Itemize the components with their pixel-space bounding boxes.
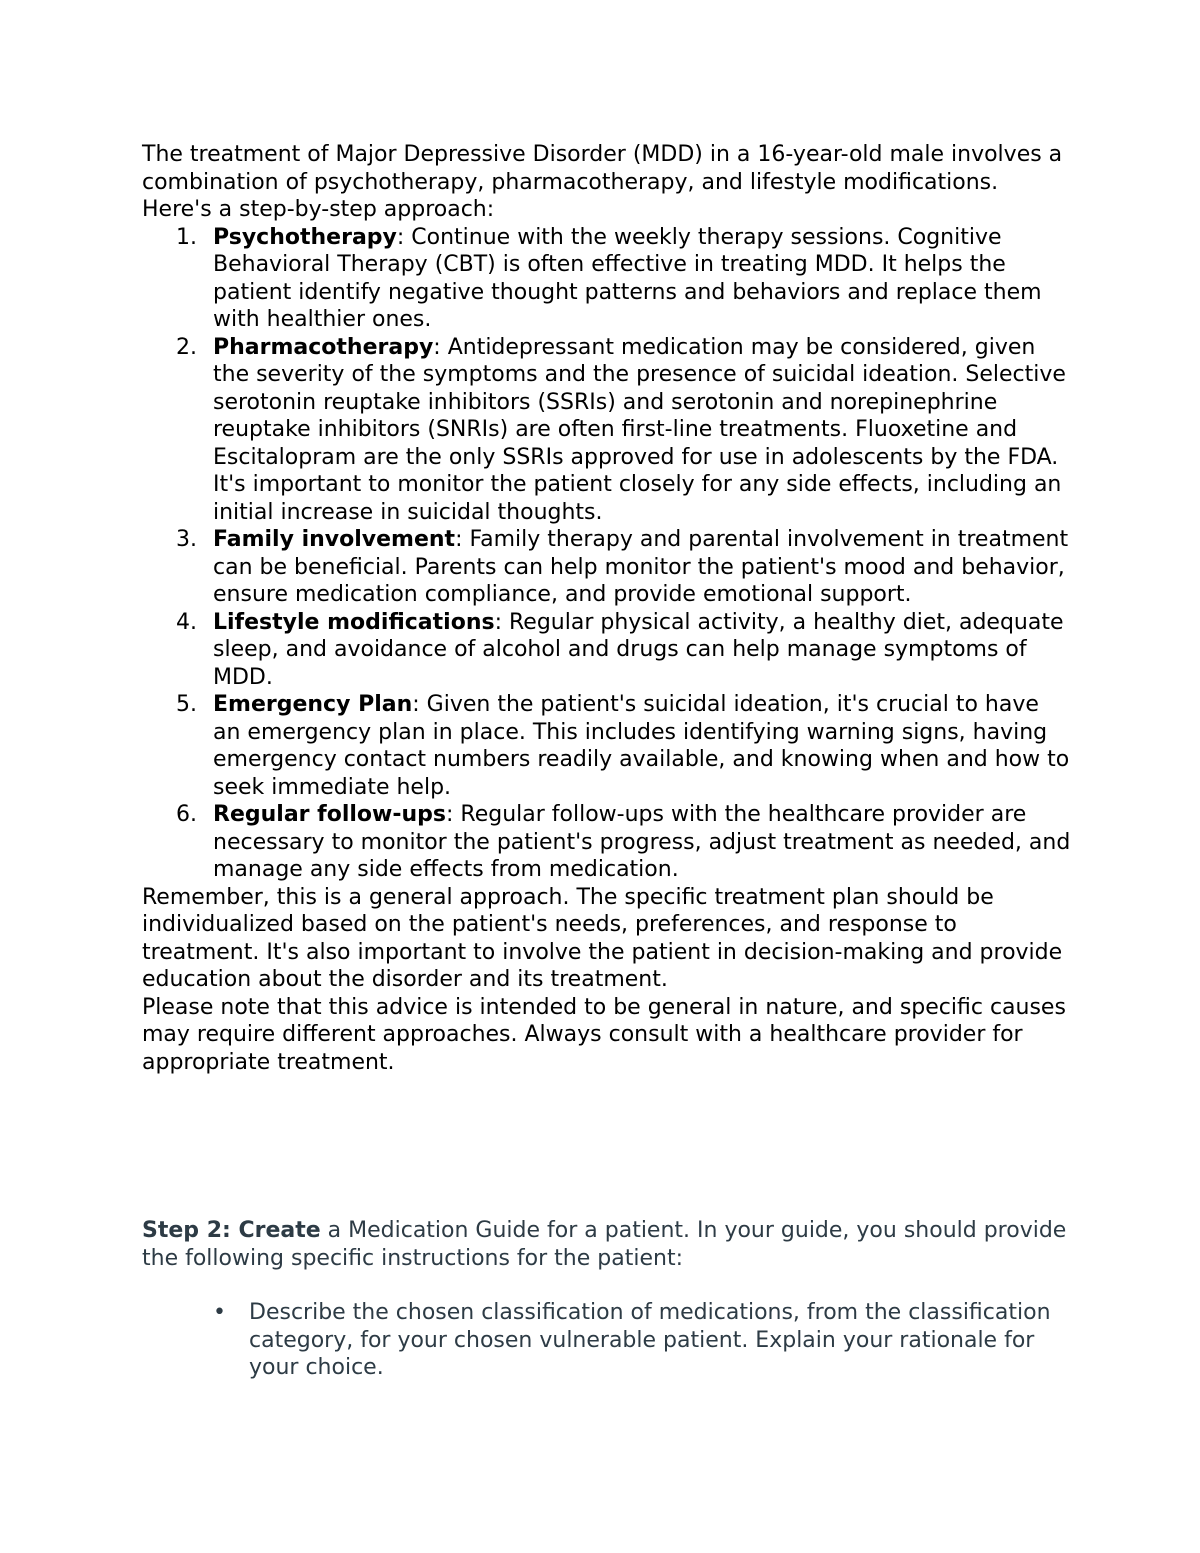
- list-number: 3.: [176, 527, 197, 552]
- step2-label: Step 2: Create: [142, 1218, 321, 1243]
- list-item: [142, 691, 1072, 801]
- step-title: Lifestyle modifications: [213, 609, 495, 635]
- step-title: Family involvement: [213, 527, 456, 552]
- intro-paragraph: The treatment of Major Depressive Disorder (MDD) in a 16-year-old male involves a combination of psychotherapy, pharmacotherapy, and lifestyle modifications. Here's a step-by-step approach:: [142, 142, 1063, 222]
- step-title: Regular follow-ups: [213, 802, 447, 827]
- treatment-steps-list: [142, 224, 1072, 884]
- list-number: 5.: [176, 692, 197, 717]
- list-number: 4.: [176, 609, 197, 635]
- step-text: : Antidepressant medication may be considered, given the severity of the symptoms and the presence of suicidal ideation. Selective serotonin reuptake inhibitors (SSRIs) and serotonin and norepinephrine reuptake inhibitors (SNRIs) are often first-line treatments. Fluoxetine and Escitalopram are the only SSRIs approved for use in adolescents by the FDA. It's important to monitor the patient closely for any side effects, including an initial increase in suicidal thoughts.: [213, 334, 1066, 525]
- document-body: [142, 141, 1072, 1076]
- step-text: : Regular follow-ups with the healthcare provider are necessary to monitor the patient's progress, adjust treatment as needed, and manage any side effects from medication.: [213, 802, 1071, 882]
- step2-text: a Medication Guide for a patient. In your guide, you should provide the following specific instructions for the patient:: [142, 1218, 1067, 1271]
- bullet-text: Describe the chosen classification of medications, from the classification category, for your chosen vulnerable patient. Explain your rationale for your choice.: [249, 1300, 1051, 1380]
- list-number: 2.: [176, 334, 197, 360]
- step-text: : Regular physical activity, a healthy diet, adequate sleep, and avoidance of alcohol and drugs can help manage symptoms of MDD.: [213, 609, 1064, 690]
- list-item: [142, 1299, 1072, 1382]
- remember-paragraph: Remember, this is a general approach. The specific treatment plan should be individualized based on the patient's needs, preferences, and response to treatment. It's also important to involve the patient in decision-making and provide education about the disorder and its treatment.: [142, 884, 1063, 992]
- note-paragraph: Please note that this advice is intended to be general in nature, and specific causes may require different approaches. Always consult with a healthcare provider for appropriate treatment.: [142, 994, 1066, 1075]
- list-item: [142, 224, 1072, 334]
- list-number: 6.: [176, 802, 197, 827]
- list-item: [142, 526, 1072, 609]
- step2-section: [142, 1217, 1072, 1382]
- step-text: : Given the patient's suicidal ideation, it's crucial to have an emergency plan in place. This includes identifying warning signs, having emergency contact numbers readily available, and knowing when and how to seek immediate help.: [213, 692, 1070, 800]
- list-number: 1.: [176, 224, 197, 250]
- list-item: [142, 334, 1072, 527]
- step2-heading: [142, 1217, 1072, 1272]
- list-item: [142, 609, 1072, 692]
- step-title: Pharmacotherapy: [213, 334, 434, 360]
- step2-bullet-list: [142, 1299, 1072, 1382]
- list-item: [142, 801, 1072, 884]
- step-title: Emergency Plan: [213, 692, 413, 717]
- bullet-icon: •: [213, 1300, 226, 1325]
- step-text: : Family therapy and parental involvement in treatment can be beneficial. Parents can help monitor the patient's mood and behavior, ensure medication compliance, and provide emotional support.: [213, 527, 1069, 607]
- step-title: Psychotherapy: [213, 224, 397, 250]
- step-text: : Continue with the weekly therapy sessions. Cognitive Behavioral Therapy (CBT) is often effective in treating MDD. It helps the patient identify negative thought patterns and behaviors and replace them with healthier ones.: [213, 224, 1042, 332]
